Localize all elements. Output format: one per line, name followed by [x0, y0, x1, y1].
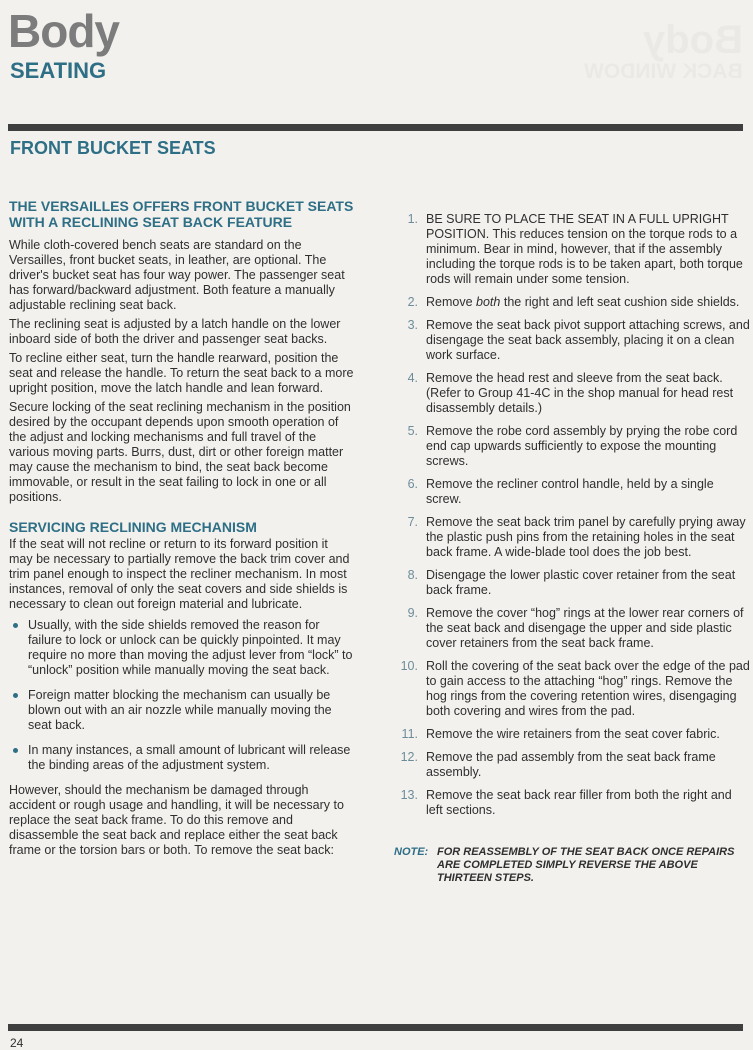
step-number: 5. — [407, 424, 418, 438]
top-rule — [8, 124, 743, 131]
bullet-item — [9, 618, 354, 678]
bleed-through-subtitle: BACK WINDOW — [584, 60, 743, 83]
step-text: Remove the seat back trim panel by carefully prying away the plastic push pins from the retaining holes in the seat back frame. A wide-blade tool does the job best. — [426, 515, 746, 559]
step-item — [394, 659, 750, 719]
bullet-dot-icon — [13, 623, 18, 628]
step-text: Remove the seat back pivot support attaching screws, and disengage the seat back assembly, placing it on a clean work surface. — [426, 318, 750, 362]
bottom-rule — [8, 1024, 743, 1031]
paragraph-latch: The reclining seat is adjusted by a latch handle on the lower inboard side of both the driver and passenger seat backs. — [9, 317, 341, 346]
step-text: Remove the recliner control handle, held by a single screw. — [426, 477, 714, 506]
page-subtitle: SEATING — [10, 58, 107, 83]
bullet-dot-icon — [13, 693, 18, 698]
step-number: 9. — [407, 606, 418, 620]
step-item — [394, 788, 750, 818]
section-title: FRONT BUCKET SEATS — [10, 138, 216, 158]
step-text: Remove the head rest and sleeve from the seat back. (Refer to Group 41-4C in the shop manual for head rest disassembly details.) — [426, 371, 734, 415]
bullet-item — [9, 743, 354, 773]
step-item — [394, 568, 750, 598]
left-column — [9, 198, 354, 862]
step-number: 7. — [407, 515, 418, 529]
step-number: 4. — [407, 371, 418, 385]
step-list — [394, 212, 750, 818]
step-item — [394, 318, 750, 363]
step-number: 12. — [400, 750, 418, 764]
step-text: Disengage the lower plastic cover retainer from the seat back frame. — [426, 568, 736, 597]
paragraph-replacement: However, should the mechanism be damaged through accident or rough usage and handling, it will be necessary to replace the seat back frame. To do this remove and disassemble the seat back and replace either the seat back frame or the torsion bars or both. To remove the seat back: — [9, 783, 344, 857]
step-item — [394, 371, 750, 416]
step-item — [394, 750, 750, 780]
step-number: 6. — [407, 477, 418, 491]
step-number: 1. — [407, 212, 418, 226]
step-text: Remove the wire retainers from the seat cover fabric. — [426, 727, 720, 741]
page-number: 24 — [10, 1036, 24, 1050]
bullet-dot-icon — [13, 748, 18, 753]
step-text: Remove the robe cord assembly by prying the robe cord end cap upwards sufficiently to expose the mounting screws. — [426, 424, 738, 468]
paragraph-locking: Secure locking of the seat reclining mechanism in the position desired by the occupant depends upon smooth operation of the adjust and locking mechanisms and full travel of the various moving parts. Burrs, dust, dirt or other foreign matter may cause the mechanism to bind, the seat back become immovable, or result in the seat failing to lock in one or all positions. — [9, 400, 351, 504]
bleed-through-title: Body — [643, 18, 743, 62]
note-text: FOR REASSEMBLY OF THE SEAT BACK ONCE REPAIRS ARE COMPLETED SIMPLY REVERSE THE ABOVE THIRTEEN STEPS. — [437, 846, 735, 884]
servicing-heading: SERVICING RECLINING MECHANISM — [9, 519, 257, 535]
step-text: Remove the seat back rear filler from both the right and left sections. — [426, 788, 732, 817]
step-number: 3. — [407, 318, 418, 332]
step-item — [394, 606, 750, 651]
bullet-text: Usually, with the side shields removed the reason for failure to lock or unlock can be quickly pinpointed. It may require no more than moving the adjust lever from “lock” to “unlock” position while manually moving the seat back. — [28, 618, 353, 677]
paragraph-intro: While cloth-covered bench seats are standard on the Versailles, front bucket seats, in leather, are optional. The driver's bucket seat has four way power. The passenger seat has forward/backward adjustment. Both feature a manually adjustable reclining seat back. — [9, 238, 345, 312]
paragraph-servicing: If the seat will not recline or return to its forward position it may be necessary to partially remove the back trim cover and trim panel enough to inspect the recliner mechanism. In most instances, removal of only the seat covers and side shields is necessary to clean out foreign material and lubricate. — [9, 537, 350, 611]
step-item — [394, 424, 750, 469]
reassembly-note — [394, 846, 750, 885]
step-text: Remove the cover “hog” rings at the lower rear corners of the seat back and disengage the upper and side plastic cover retainers from the seat back frame. — [426, 606, 744, 650]
versailles-heading: THE VERSAILLES OFFERS FRONT BUCKET SEATS WITH A RECLINING SEAT BACK FEATURE — [9, 198, 354, 230]
step-text — [426, 295, 750, 310]
step-item — [394, 295, 750, 310]
step-text: BE SURE TO PLACE THE SEAT IN A FULL UPRIGHT POSITION. This reduces tension on the torque rods to a minimum. Bear in mind, however, that if the assembly including the torque rods is to be taken apart, both torque rods will remain under some tension. — [426, 212, 743, 286]
step-number: 2. — [407, 295, 418, 309]
bullet-text: Foreign matter blocking the mechanism can usually be blown out with an air nozzle while manually moving the seat back. — [28, 688, 332, 732]
bullet-list — [9, 618, 354, 773]
step-item — [394, 515, 750, 560]
page-title: Body — [8, 5, 119, 57]
note-label: NOTE: — [394, 846, 429, 858]
step-text: Roll the covering of the seat back over the edge of the pad to gain access to the attaching “hog” rings. Remove the hog rings from the covering retention wires, disengaging both covering and wires from the pad. — [426, 659, 750, 718]
step-number: 10. — [400, 659, 418, 673]
step-text-emphasis: both — [476, 295, 501, 309]
paragraph-recline: To recline either seat, turn the handle rearward, position the seat and release the handle. To return the seat back to a more upright position, move the latch handle and lean forward. — [9, 351, 354, 395]
bullet-item — [9, 688, 354, 733]
step-text-pre: Remove — [426, 295, 477, 309]
step-text-post: the right and left seat cushion side shields. — [500, 295, 740, 309]
step-item — [394, 477, 750, 507]
step-item — [394, 727, 750, 742]
step-number: 13. — [400, 788, 418, 802]
bullet-text: In many instances, a small amount of lubricant will release the binding areas of the adjustment system. — [28, 743, 351, 772]
right-column — [394, 212, 750, 885]
step-item — [394, 212, 750, 287]
step-number: 11. — [401, 727, 418, 741]
step-text: Remove the pad assembly from the seat back frame assembly. — [426, 750, 716, 779]
step-number: 8. — [407, 568, 418, 582]
